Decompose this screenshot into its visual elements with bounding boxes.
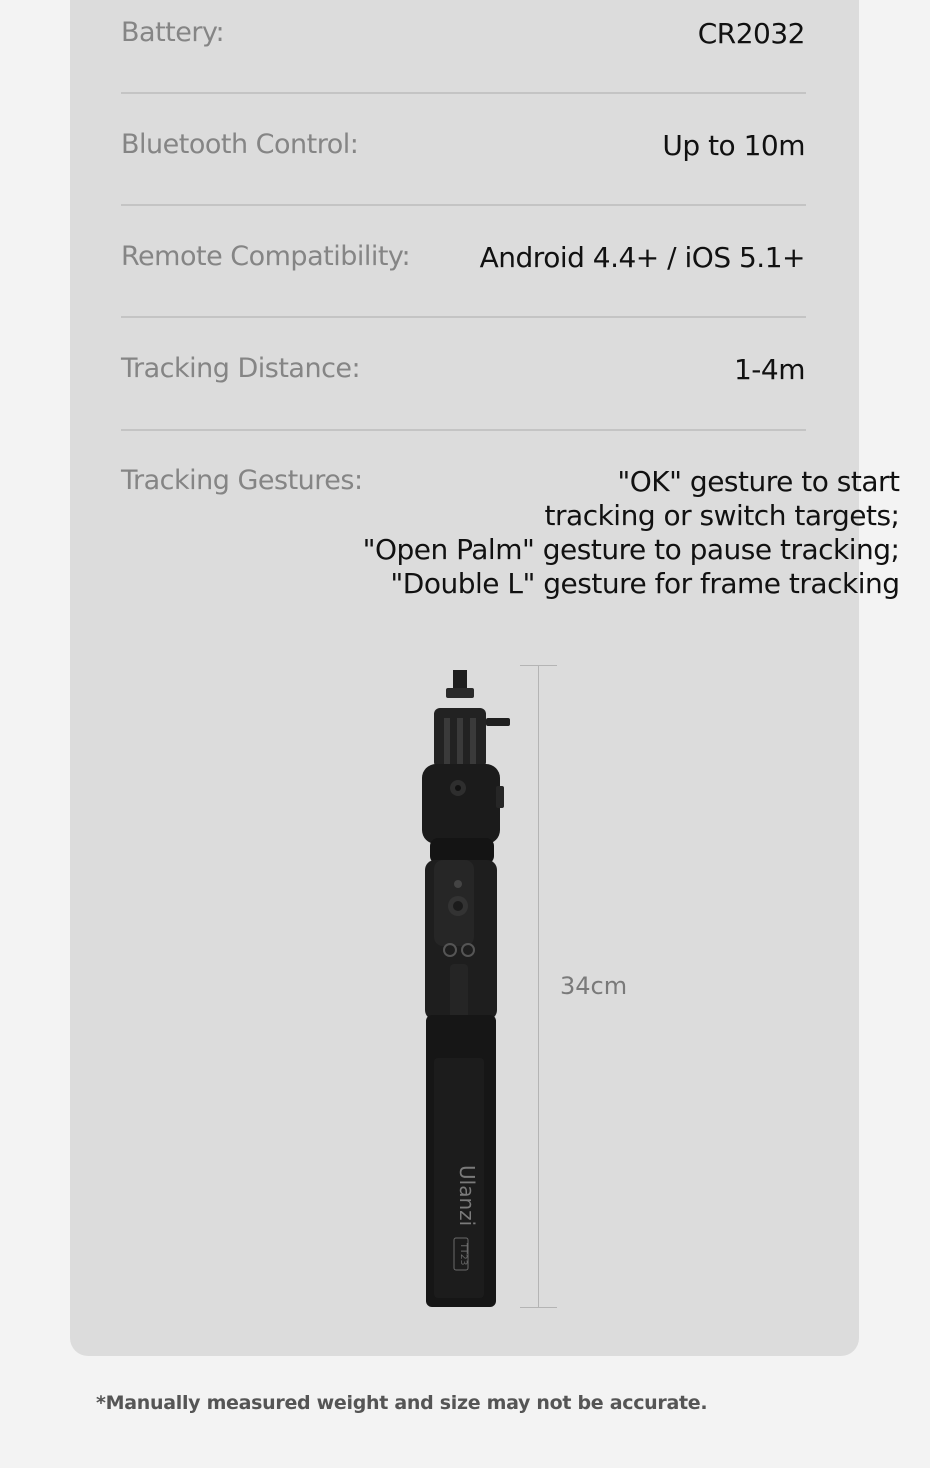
spec-label: Tracking Distance: (121, 353, 361, 384)
spec-value: Android 4.4+ / iOS 5.1+ (479, 241, 805, 274)
side-knob (486, 718, 510, 726)
spec-value: CR2032 (697, 17, 805, 50)
spec-row-bluetooth-control (121, 129, 805, 162)
tripod-selfie-stick-image (400, 660, 520, 1312)
divider (121, 204, 806, 206)
divider (121, 429, 806, 431)
gesture-line: "Double L" gesture for frame tracking (390, 567, 900, 600)
gesture-line: tracking or switch targets; (544, 499, 900, 532)
spec-row-tracking-gestures (121, 465, 900, 601)
spec-value: 1-4m (733, 353, 805, 386)
mount-top (446, 688, 474, 698)
spec-label: Battery: (121, 17, 225, 48)
spec-value: Up to 10m (662, 129, 805, 162)
dimension-cap-top (520, 665, 557, 666)
spec-row-battery (121, 17, 805, 50)
spec-label: Remote Compatibility: (121, 241, 411, 272)
model-badge: TT23 (458, 1243, 468, 1266)
spec-row-tracking-distance (121, 353, 805, 386)
spec-row-remote-compatibility (121, 241, 805, 274)
gesture-line: "OK" gesture to start (617, 465, 900, 498)
divider (121, 316, 806, 318)
disclaimer-footnote: *Manually measured weight and size may not be accurate. (96, 1392, 708, 1414)
brand-logo: Ulanzi (455, 1165, 479, 1227)
height-dimension-line (538, 665, 539, 1308)
gesture-line: "Open Palm" gesture to pause tracking; (362, 533, 900, 566)
height-label: 34cm (560, 972, 628, 1000)
spec-label: Tracking Gestures: (121, 465, 363, 496)
spec-label: Bluetooth Control: (121, 129, 359, 160)
dimension-cap-bottom (520, 1307, 557, 1308)
spec-value-gestures (363, 465, 900, 601)
tracking-head (422, 764, 500, 844)
divider (121, 92, 806, 94)
